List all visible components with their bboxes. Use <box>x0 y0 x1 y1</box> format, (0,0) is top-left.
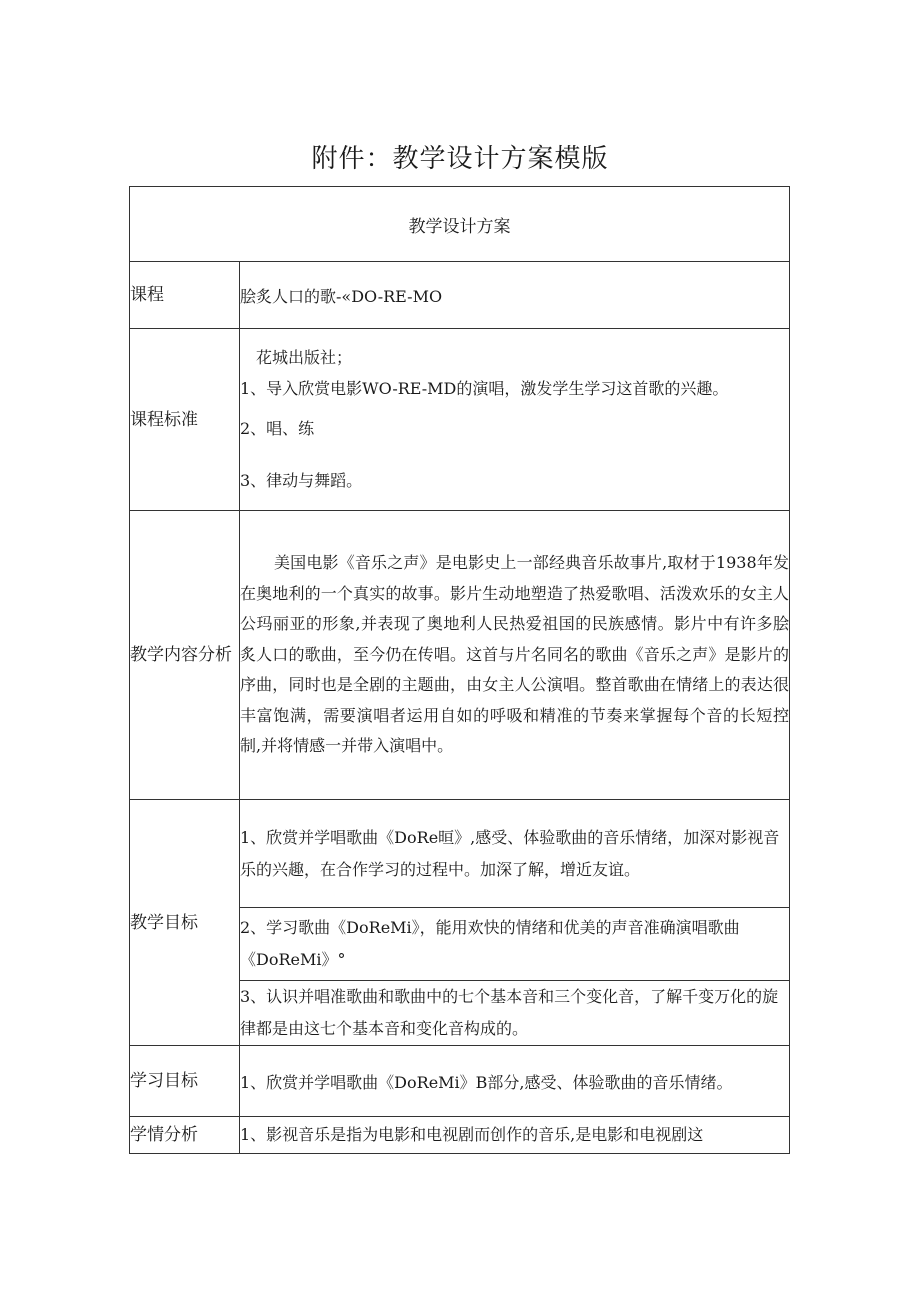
standard-line: 2、唱、练 <box>240 419 315 438</box>
teaching-goals-label: 教学目标 <box>130 800 240 1046</box>
teaching-goal-item <box>240 981 790 1046</box>
course-row <box>130 262 790 329</box>
learning-goals-label: 学习目标 <box>130 1046 240 1117</box>
table-header: 教学设计方案 <box>130 187 790 262</box>
course-label: 课程 <box>130 262 240 329</box>
content-analysis-value <box>240 511 790 800</box>
student-analysis-value: 1、影视音乐是指为电影和电视剧而创作的音乐,是电影和电视剧这 <box>240 1117 790 1154</box>
standard-line: 3、律动与舞蹈。 <box>240 471 363 490</box>
content-analysis-label: 教学内容分析 <box>130 511 240 800</box>
content-analysis-text: 美国电影《音乐之声》是电影史上一部经典音乐故事片,取材于1938年发在奥地利的一个真实的故事。影片生动地塑造了热爱歌唱、活泼欢乐的女主人公玛丽亚的形象,并表现了奥地利人民热爱祖国的民族感情。影片中有许多脍炙人口的歌曲，至今仍在传唱。这首与片名同名的歌曲《音乐之声》是影片的序曲，同时也是全剧的主题曲，由女主人公演唱。整首歌曲在情绪上的表达很丰富饱满，需要演唱者运用自如的呼吸和精准的节奏来掌握每个音的长短控制,并将情感一并带入演唱中。 <box>240 553 789 756</box>
student-analysis-label: 学情分析 <box>130 1117 240 1154</box>
teaching-goal-text: 1、欣赏并学唱歌曲《DoRe晅》,感受、体验歌曲的音乐情绪，加深对影视音乐的兴趣，在合作学习的过程中。加深了解，增近友谊。 <box>240 827 780 879</box>
standard-row <box>130 329 790 511</box>
standard-value <box>240 329 790 511</box>
table-header-row <box>130 187 790 262</box>
content-analysis-row <box>130 511 790 800</box>
student-analysis-row <box>130 1117 790 1154</box>
learning-goals-row <box>130 1046 790 1117</box>
lesson-plan-table <box>129 186 790 1154</box>
teaching-goal-row-1 <box>130 800 790 908</box>
teaching-goal-text: 3、认识并唱准歌曲和歌曲中的七个基本音和三个变化音，了解千变万化的旋律都是由这七个基本音和变化音构成的。 <box>240 987 779 1038</box>
standard-line: 花城出版社； <box>256 348 353 367</box>
standard-line: 1、导入欣赏电影WO-RE-MD的演唱，激发学生学习这首歌的兴趣。 <box>240 379 729 398</box>
standard-label: 课程标准 <box>130 329 240 511</box>
page-title: 附件：教学设计方案模版 <box>311 144 609 174</box>
teaching-goal-item <box>240 908 790 981</box>
course-value: 脍炙人口的歌-«DO-RE-MO <box>240 262 790 329</box>
teaching-goal-item <box>240 800 790 908</box>
teaching-goal-text: 2、学习歌曲《DoReMi》，能用欢快的情绪和优美的声音准确演唱歌曲《DoReMi》° <box>240 918 740 969</box>
learning-goals-value: 1、欣赏并学唱歌曲《DoReMi》B部分,感受、体验歌曲的音乐情绪。 <box>240 1046 790 1117</box>
